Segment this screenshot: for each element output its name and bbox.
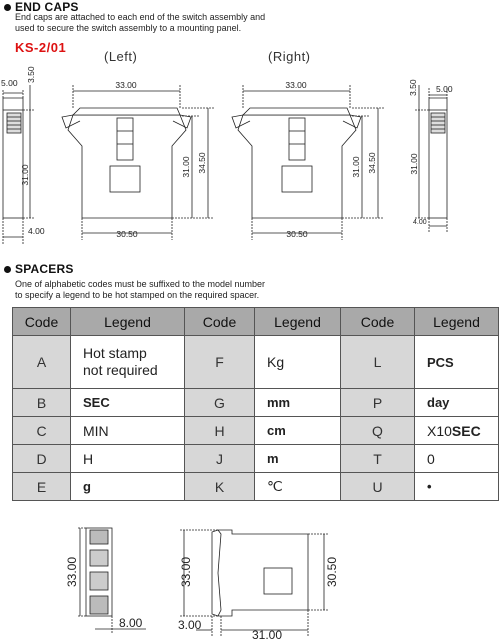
legend-cell: 0 bbox=[415, 445, 499, 473]
legend-prefix: X10 bbox=[427, 422, 452, 439]
legend-cell: m bbox=[255, 445, 341, 473]
dim-spacer-side-width: 8.00 bbox=[119, 616, 143, 630]
legend-cell: H bbox=[71, 445, 185, 473]
table-row bbox=[13, 389, 499, 417]
code-cell: F bbox=[185, 336, 255, 389]
dim-right-side-width: 5.00 bbox=[436, 84, 453, 94]
end-caps-drawing bbox=[0, 0, 500, 260]
right-front-view bbox=[232, 85, 384, 240]
legend-cell: ℃ bbox=[255, 473, 341, 501]
code-cell: T bbox=[341, 445, 415, 473]
spacer-front-view bbox=[180, 530, 328, 636]
dim-right-bottom-width: 30.50 bbox=[286, 229, 308, 239]
table-row bbox=[13, 445, 499, 473]
dim-left-height-31: 31.00 bbox=[181, 156, 191, 178]
dim-left-bottom-width: 30.50 bbox=[116, 229, 138, 239]
dim-right-side-top: 3.50 bbox=[408, 79, 418, 96]
spacers-title: SPACERS bbox=[15, 262, 74, 276]
code-cell: B bbox=[13, 389, 71, 417]
code-cell: Q bbox=[341, 417, 415, 445]
code-cell: E bbox=[13, 473, 71, 501]
code-cell: K bbox=[185, 473, 255, 501]
left-label: (Left) bbox=[104, 49, 138, 64]
dim-spacer-front-offset: 3.00 bbox=[178, 618, 202, 632]
code-cell: A bbox=[13, 336, 71, 389]
legend-cell: SEC bbox=[71, 389, 185, 417]
dim-left-height-3450: 34.50 bbox=[197, 152, 207, 174]
code-cell: U bbox=[341, 473, 415, 501]
bullet-icon bbox=[4, 266, 11, 273]
header-code: Code bbox=[341, 308, 415, 336]
code-cell: G bbox=[185, 389, 255, 417]
code-cell: P bbox=[341, 389, 415, 417]
dim-spacer-side-height: 33.00 bbox=[65, 556, 79, 588]
dim-spacer-front-height: 33.00 bbox=[179, 556, 193, 588]
dim-right-side-bottom: 4.00 bbox=[413, 219, 427, 226]
spacers-description-2: to specify a legend to be hot stamped on the required spacer. bbox=[15, 290, 260, 300]
spacer-drawing bbox=[0, 510, 500, 639]
header-legend: Legend bbox=[255, 308, 341, 336]
legend-cell: mm bbox=[255, 389, 341, 417]
left-front-view bbox=[62, 85, 214, 240]
legend-line: not required bbox=[83, 362, 158, 378]
dim-left-side-height: 31.00 bbox=[20, 164, 30, 186]
header-legend: Legend bbox=[415, 308, 499, 336]
dim-left-side-bottom: 4.00 bbox=[28, 226, 45, 236]
end-caps-title: END CAPS bbox=[15, 0, 79, 14]
dim-left-side-top: 3.50 bbox=[26, 66, 36, 83]
code-cell: D bbox=[13, 445, 71, 473]
legend-cell bbox=[71, 336, 185, 389]
legend-line: Hot stamp bbox=[83, 345, 147, 361]
spacers-table bbox=[12, 307, 499, 501]
legend-cell: • bbox=[415, 473, 499, 501]
legend-cell bbox=[415, 417, 499, 445]
table-row bbox=[13, 473, 499, 501]
table-row bbox=[13, 417, 499, 445]
end-caps-description-1: End caps are attached to each end of the switch assembly and bbox=[15, 12, 266, 22]
code-cell: L bbox=[341, 336, 415, 389]
legend-suffix: SEC bbox=[451, 422, 481, 439]
legend-cell: MIN bbox=[71, 417, 185, 445]
code-cell: H bbox=[185, 417, 255, 445]
table-row bbox=[13, 336, 499, 389]
code-cell: C bbox=[13, 417, 71, 445]
right-label: (Right) bbox=[268, 49, 311, 64]
spacers-description-1: One of alphabetic codes must be suffixed to the model number bbox=[15, 279, 265, 289]
legend-cell: Kg bbox=[255, 336, 341, 389]
dim-right-side-height: 31.00 bbox=[409, 153, 419, 175]
code-cell: J bbox=[185, 445, 255, 473]
right-side-view bbox=[415, 85, 447, 232]
header-code: Code bbox=[13, 308, 71, 336]
legend-cell: g bbox=[71, 473, 185, 501]
dim-right-top-width: 33.00 bbox=[285, 80, 307, 90]
header-legend: Legend bbox=[71, 308, 185, 336]
table-header-row bbox=[13, 308, 499, 336]
dim-right-height-31: 31.00 bbox=[351, 156, 361, 178]
model-number: KS-2/01 bbox=[15, 40, 67, 55]
legend-cell: cm bbox=[255, 417, 341, 445]
dim-right-height-3450: 34.50 bbox=[367, 152, 377, 174]
dim-left-side-width: 5.00 bbox=[1, 78, 18, 88]
legend-cell: day bbox=[415, 389, 499, 417]
dim-spacer-front-bottom: 31.00 bbox=[252, 628, 283, 639]
legend-cell: PCS bbox=[415, 336, 499, 389]
end-caps-description-2: used to secure the switch assembly to a mounting panel. bbox=[15, 23, 242, 33]
dim-spacer-front-right: 30.50 bbox=[325, 556, 339, 588]
header-code: Code bbox=[185, 308, 255, 336]
dim-left-top-width: 33.00 bbox=[115, 80, 137, 90]
